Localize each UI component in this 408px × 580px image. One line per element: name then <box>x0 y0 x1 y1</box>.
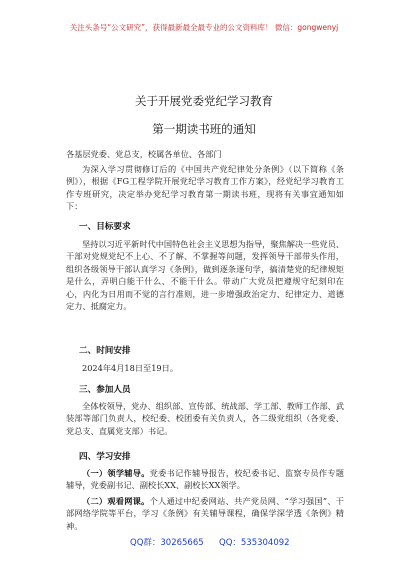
section-heading-goals: 一、目标要求 <box>79 222 131 232</box>
document-subtitle: 第一期读书班的通知 <box>152 122 256 136</box>
section-body-time: 2024年4月18日至19日。 <box>82 363 179 373</box>
section-heading-study: 四、学习安排 <box>79 452 131 462</box>
section-heading-participants: 三、参加人员 <box>79 385 131 395</box>
study-item-guidance <box>66 467 344 492</box>
footer-qq-group: QQ群：30265665 <box>130 538 204 548</box>
promo-banner: 关注头条号“公文研究”，获得最新最全最专业的公文资料库！ 微信：gongwenyj <box>69 23 339 32</box>
study-item-guidance-text: 党委书记作辅导报告，校纪委书记、监察专员作专题辅导，党委副书记、副校长XX、副校长XX领学。 <box>66 468 344 491</box>
footer-qq-contact: QQ：535304092 <box>219 538 290 548</box>
study-item-online-text: 个人通过中纪委网站、共产党员网、“学习强国”、干部网络学院等平台，学习《条例》有关辅导课程，确保学深学透《条例》精神。 <box>66 496 344 531</box>
salutation: 各基层党委、党总支，校属各单位、各部门 <box>66 149 222 159</box>
section-body-goals: 坚持以习近平新时代中国特色社会主义思想为指导，聚焦解决一些党员、干部对党规党纪不上心、不了解、不掌握等问题，发挥领导干部带头作用，组织各级领导干部认真学习《条例》，做到逐条逐句学，搞清楚党的纪律规矩是什么，弄明白能干什么、不能干什么。带动广大党员把遵规守纪刻印在心，内化为日用而不觉的言行准则，进一步增强政治定力、纪律定力、道德定力、抵腐定力。 <box>66 239 345 312</box>
document-title: 关于开展党委党纪学习教育 <box>135 94 273 108</box>
study-item-guidance-lead: （一）领学辅导。 <box>82 468 150 478</box>
section-body-participants: 全体校领导，党办、组织部、宣传部、统战部、学工部、教师工作部、武装部等部门负责人，校纪委、校团委有关负责人，各二级党组织（各党委、党总支、直属党支部）书记。 <box>66 401 345 436</box>
intro-paragraph: 为深入学习贯彻修订后的《中国共产党纪律处分条例》（以下简称《条例》），根据《FG工程学院开展党纪学习教育工作方案》，经党纪学习教育工作专班研究，决定举办党纪学习教育第一期读书班，现将有关事宜通知如下： <box>66 164 344 212</box>
study-item-online <box>66 495 344 532</box>
section-heading-time: 二、时间安排 <box>79 346 131 356</box>
study-item-online-lead: （二）观看网课。 <box>82 496 150 506</box>
